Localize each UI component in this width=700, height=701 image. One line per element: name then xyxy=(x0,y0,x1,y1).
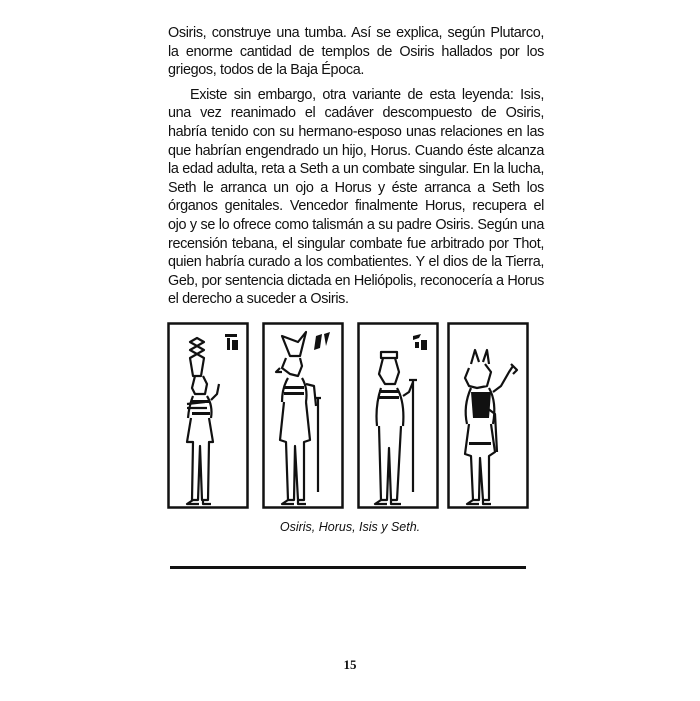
figure-caption: Osiris, Horus, Isis y Seth. xyxy=(279,520,421,534)
deities-illustration xyxy=(165,322,535,512)
horizontal-divider xyxy=(170,566,526,569)
body-text xyxy=(168,24,544,309)
osiris-panel xyxy=(167,322,249,509)
horus-panel xyxy=(262,322,344,509)
osiris-figure-icon xyxy=(167,322,249,509)
isis-panel xyxy=(357,322,439,509)
paragraph-1: Osiris, construye una tumba. Así se explica, según Plutarco, la enorme cantidad de templos de Osiris hallados por los griegos, todos de la Baja Época. xyxy=(168,25,544,79)
page-number: 15 xyxy=(343,657,357,672)
seth-figure-icon xyxy=(447,322,529,509)
seth-panel xyxy=(447,322,529,509)
paragraph-2: Existe sin embargo, otra variante de esta leyenda: Isis, una vez reanimado el cadáver descompuesto de Osiris, habría tenido con su hermano-esposo unas relaciones en las que habrían engendrado un hijo, Horus. Cuando éste alcanza la edad adulta, reta a Seth a un combate singular. En la lucha, Seth le arranca un ojo a Horus y éste arranca a Seth los órganos genitales. Vencedor finalmente Horus, recupera el ojo y se lo ofrece como talismán a su padre Osiris. Según una recensión tebana, el singular combate fue arbitrado por Thot, quien habría curado a los combatientes. Y el dios de la Tierra, Geb, por sentencia dictada en Heliópolis, reconocería a Horus el derecho a suceder a Osiris. xyxy=(168,86,544,308)
horus-figure-icon xyxy=(262,322,344,509)
isis-figure-icon xyxy=(357,322,439,509)
